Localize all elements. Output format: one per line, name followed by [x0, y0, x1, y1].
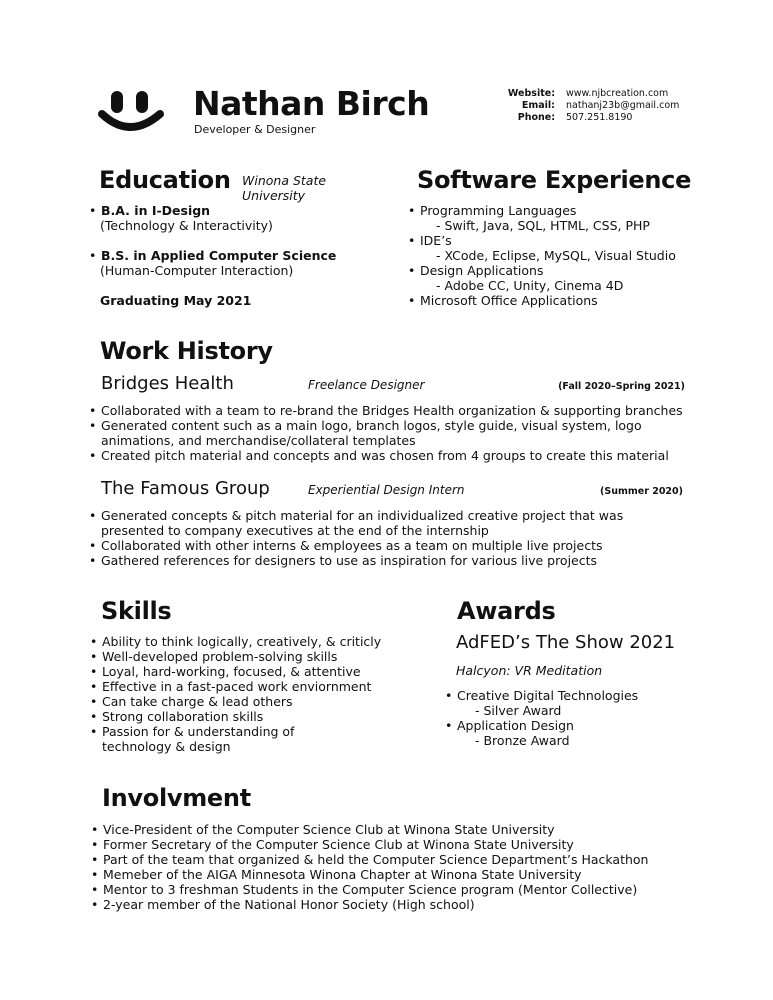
education-degrees: [89, 203, 336, 308]
degree-title: B.S. in Applied Computer Science: [101, 248, 337, 263]
software-detail: - Adobe CC, Unity, Cinema 4D: [436, 278, 624, 293]
smiley-face-icon: [98, 88, 166, 134]
education-school: Winona State University: [242, 173, 327, 203]
phone-value: 507.251.8190: [566, 112, 633, 123]
skills-heading: Skills: [101, 597, 172, 625]
list-item: • Well-developed problem-solving skills: [90, 649, 381, 664]
list-item-continuation: technology & design: [102, 739, 231, 754]
degree-item: [89, 203, 336, 218]
phone-label: Phone:: [517, 112, 555, 123]
list-item: • Collaborated with a team to re-brand the Bridges Health organization & supporting branches: [89, 403, 683, 418]
list-item: • Loyal, hard-working, focused, & attentive: [90, 664, 381, 679]
software-detail: - XCode, Eclipse, MySQL, Visual Studio: [436, 248, 676, 263]
software-item: • Programming Languages: [408, 203, 676, 218]
job-company: The Famous Group: [101, 478, 270, 499]
job-company: Bridges Health: [101, 373, 234, 394]
software-item: • Design Applications: [408, 263, 676, 278]
awards-project: Halcyon: VR Meditation: [456, 663, 603, 678]
graduation-date: Graduating May 2021: [100, 293, 252, 308]
list-item: • Can take charge & lead others: [90, 694, 381, 709]
list-item: • 2-year member of the National Honor Society (High school): [91, 897, 648, 912]
list-item: • Generated concepts & pitch material for an individualized creative project that was: [89, 508, 623, 523]
list-item: • Memeber of the AIGA Minnesota Winona Chapter at Winona State University: [91, 867, 648, 882]
job-bullets: [89, 403, 683, 463]
list-item: • Generated content such as a main logo, branch logos, style guide, visual system, logo: [89, 418, 683, 433]
resume-name: Nathan Birch: [193, 84, 430, 123]
list-item: • Gathered references for designers to use as inspiration for various live projects: [89, 553, 623, 568]
award-level: - Silver Award: [475, 703, 562, 718]
software-item: • Microsoft Office Applications: [408, 293, 676, 308]
award-level: - Bronze Award: [475, 733, 570, 748]
list-item: • Vice-President of the Computer Science Club at Winona State University: [91, 822, 648, 837]
awards-event: AdFED’s The Show 2021: [456, 632, 676, 653]
skills-list: [90, 634, 381, 754]
list-item-continuation: animations, and merchandise/collateral templates: [101, 433, 416, 448]
job-role: Freelance Designer: [308, 378, 425, 392]
list-item: • Effective in a fast-paced work enviornment: [90, 679, 381, 694]
education-heading: Education: [99, 166, 231, 194]
degree-detail: (Technology & Interactivity): [100, 218, 273, 233]
work-heading: Work History: [100, 337, 273, 365]
list-item: • Former Secretary of the Computer Science Club at Winona State University: [91, 837, 648, 852]
job-dates: (Fall 2020–Spring 2021): [558, 381, 685, 392]
list-item: • Ability to think logically, creatively, & criticly: [90, 634, 381, 649]
degree-item: [89, 248, 336, 263]
job-role: Experiential Design Intern: [308, 483, 465, 497]
website-label: Website:: [507, 88, 555, 99]
awards-heading: Awards: [457, 597, 556, 625]
list-item: • Created pitch material and concepts and was chosen from 4 groups to create this material: [89, 448, 683, 463]
awards-list: [445, 688, 638, 748]
list-item: • Collaborated with other interns & employees as a team on multiple live projects: [89, 538, 623, 553]
software-item: • IDE’s: [408, 233, 676, 248]
software-list: [408, 203, 676, 308]
job-dates: (Summer 2020): [600, 486, 683, 497]
degree-detail: (Human-Computer Interaction): [100, 263, 294, 278]
list-item: • Passion for & understanding of: [90, 724, 381, 739]
degree-title: B.A. in I-Design: [101, 203, 211, 218]
job-bullets: [89, 508, 623, 568]
involvement-heading: Involvment: [102, 784, 251, 812]
list-item-continuation: presented to company executives at the end of the internship: [101, 523, 489, 538]
list-item: • Strong collaboration skills: [90, 709, 381, 724]
software-heading: Software Experience: [417, 166, 692, 194]
award-category: • Creative Digital Technologies: [445, 688, 638, 703]
software-detail: - Swift, Java, SQL, HTML, CSS, PHP: [436, 218, 650, 233]
email-value[interactable]: nathanj23b@gmail.com: [566, 100, 680, 111]
involvement-list: [91, 822, 648, 912]
resume-subtitle: Developer & Designer: [194, 123, 316, 136]
list-item: • Mentor to 3 freshman Students in the Computer Science program (Mentor Collective): [91, 882, 648, 897]
award-category: • Application Design: [445, 718, 638, 733]
list-item: • Part of the team that organized & held the Computer Science Department’s Hackathon: [91, 852, 648, 867]
email-label: Email:: [521, 100, 555, 111]
website-value[interactable]: www.njbcreation.com: [566, 88, 669, 99]
